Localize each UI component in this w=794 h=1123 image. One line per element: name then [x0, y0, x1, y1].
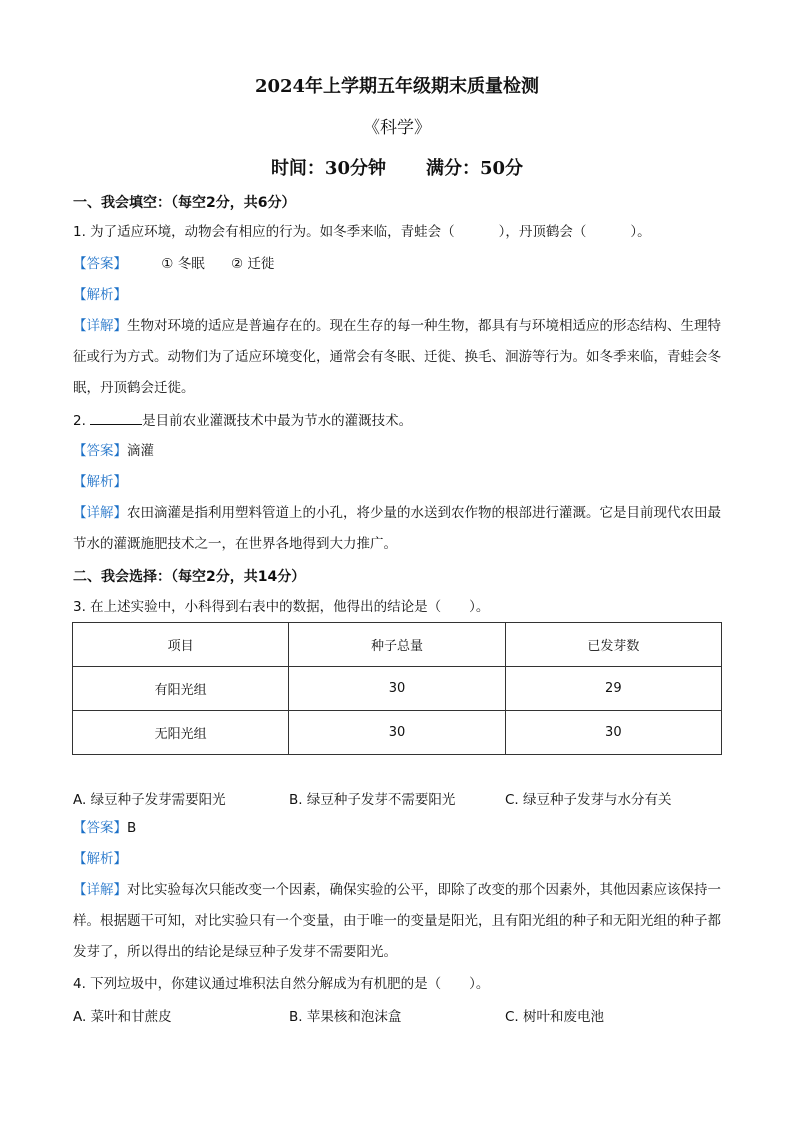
question-2-answer — [73, 441, 723, 461]
question-2-detail-text: 农田滴灌是指利用塑料管道上的小孔，将少量的水送到农作物的根部进行灌溉。它是目前现代农田最节水的灌溉施肥技术之一，在世界各地得到大力推广。 — [73, 505, 721, 552]
question-4-option-c: C. 树叶和废电池 — [505, 1009, 605, 1025]
detail-tag: 【详解】 — [73, 505, 127, 521]
exam-time: 时间：30分钟 — [270, 158, 386, 179]
question-1-text-b: ），丹顶鹤会（ — [498, 224, 587, 240]
exam-subject: 《科学》 — [363, 118, 431, 138]
table-header-cell: 种子总量 — [289, 623, 505, 667]
question-3-option-a: A. 绿豆种子发芽需要阳光 — [73, 792, 226, 808]
question-1-text-c: ）。 — [630, 224, 651, 240]
table-cell: 有阳光组 — [73, 667, 289, 711]
question-2-text: 是目前农业灌溉技术中最为节水的灌溉技术。 — [142, 413, 413, 429]
table-cell: 30 — [289, 711, 505, 755]
question-4-option-a: A. 菜叶和甘蔗皮 — [73, 1009, 172, 1025]
question-4-text-b: ）。 — [469, 976, 490, 992]
question-1-text-a: 1. 为了适应环境，动物会有相应的行为。如冬季来临，青蛙会（ — [73, 224, 455, 240]
question-1-detail-text: 生物对环境的适应是普遍存在的。现在生存的每一种生物，都具有与环境相适应的形态结构、生理特征或行为方式。动物们为了适应环境变化，通常会有冬眠、迁徙、换毛、洄游等行为。如冬季来临，青蛙会冬眠，丹顶鹤会迁徙。 — [73, 318, 721, 396]
question-3-option-c: C. 绿豆种子发芽与水分有关 — [505, 792, 672, 808]
table-cell: 29 — [505, 667, 721, 711]
table-header-cell: 项目 — [73, 623, 289, 667]
question-3 — [73, 597, 723, 617]
question-1-answer — [73, 254, 723, 274]
question-3-answer — [73, 818, 723, 838]
table-header-row — [73, 623, 722, 667]
exam-info — [0, 154, 794, 180]
question-3-text-a: 3. 在上述实验中，小科得到右表中的数据，他得出的结论是（ — [73, 599, 442, 615]
section-1-heading: 一、我会填空：（每空2分，共6分） — [73, 195, 296, 211]
question-3-answer-text: B — [127, 820, 137, 836]
question-2-blank — [90, 410, 142, 425]
question-2-detail — [73, 498, 721, 560]
answer-tag: 【答案】 — [73, 256, 127, 272]
answer-tag: 【答案】 — [73, 443, 127, 459]
answer-2: ② 迁徙 — [231, 256, 275, 272]
question-1 — [73, 222, 723, 242]
exam-score: 满分：50分 — [426, 158, 524, 179]
question-1-detail — [73, 311, 721, 404]
question-3-analysis-tag: 【解析】 — [73, 851, 127, 867]
question-2 — [73, 410, 723, 431]
question-2-answer-text: 滴灌 — [127, 443, 154, 459]
detail-tag: 【详解】 — [73, 318, 127, 334]
table-row — [73, 667, 722, 711]
question-4 — [73, 974, 723, 994]
table-cell: 无阳光组 — [73, 711, 289, 755]
question-1-analysis-tag: 【解析】 — [73, 287, 127, 303]
table-cell: 30 — [505, 711, 721, 755]
question-4-option-b: B. 苹果核和泡沫盒 — [289, 1009, 402, 1025]
table-cell: 30 — [289, 667, 505, 711]
answer-tag: 【答案】 — [73, 820, 127, 836]
question-3-detail-text: 对比实验每次只能改变一个因素，确保实验的公平，即除了改变的那个因素外，其他因素应该保持一样。根据题干可知，对比实验只有一个变量，由于唯一的变量是阳光，且有阳光组的种子和无阳光组的种子都发芽了，所以得出的结论是绿豆种子发芽不需要阳光。 — [73, 882, 721, 960]
answer-1: ① 冬眠 — [161, 256, 205, 272]
question-3-detail — [73, 875, 721, 968]
exam-title: 2024年上学期五年级期末质量检测 — [254, 76, 540, 97]
question-2-number: 2. — [73, 413, 91, 429]
data-table — [72, 622, 722, 755]
table-header-cell: 已发芽数 — [505, 623, 721, 667]
table-row — [73, 711, 722, 755]
question-4-text-a: 4. 下列垃圾中，你建议通过堆积法自然分解成为有机肥的是（ — [73, 976, 442, 992]
question-3-text-b: ）。 — [469, 599, 490, 615]
detail-tag: 【详解】 — [73, 882, 127, 898]
question-2-analysis-tag: 【解析】 — [73, 474, 127, 490]
question-3-option-b: B. 绿豆种子发芽不需要阳光 — [289, 792, 456, 808]
section-2-heading: 二、我会选择：（每空2分，共14分） — [73, 569, 306, 585]
